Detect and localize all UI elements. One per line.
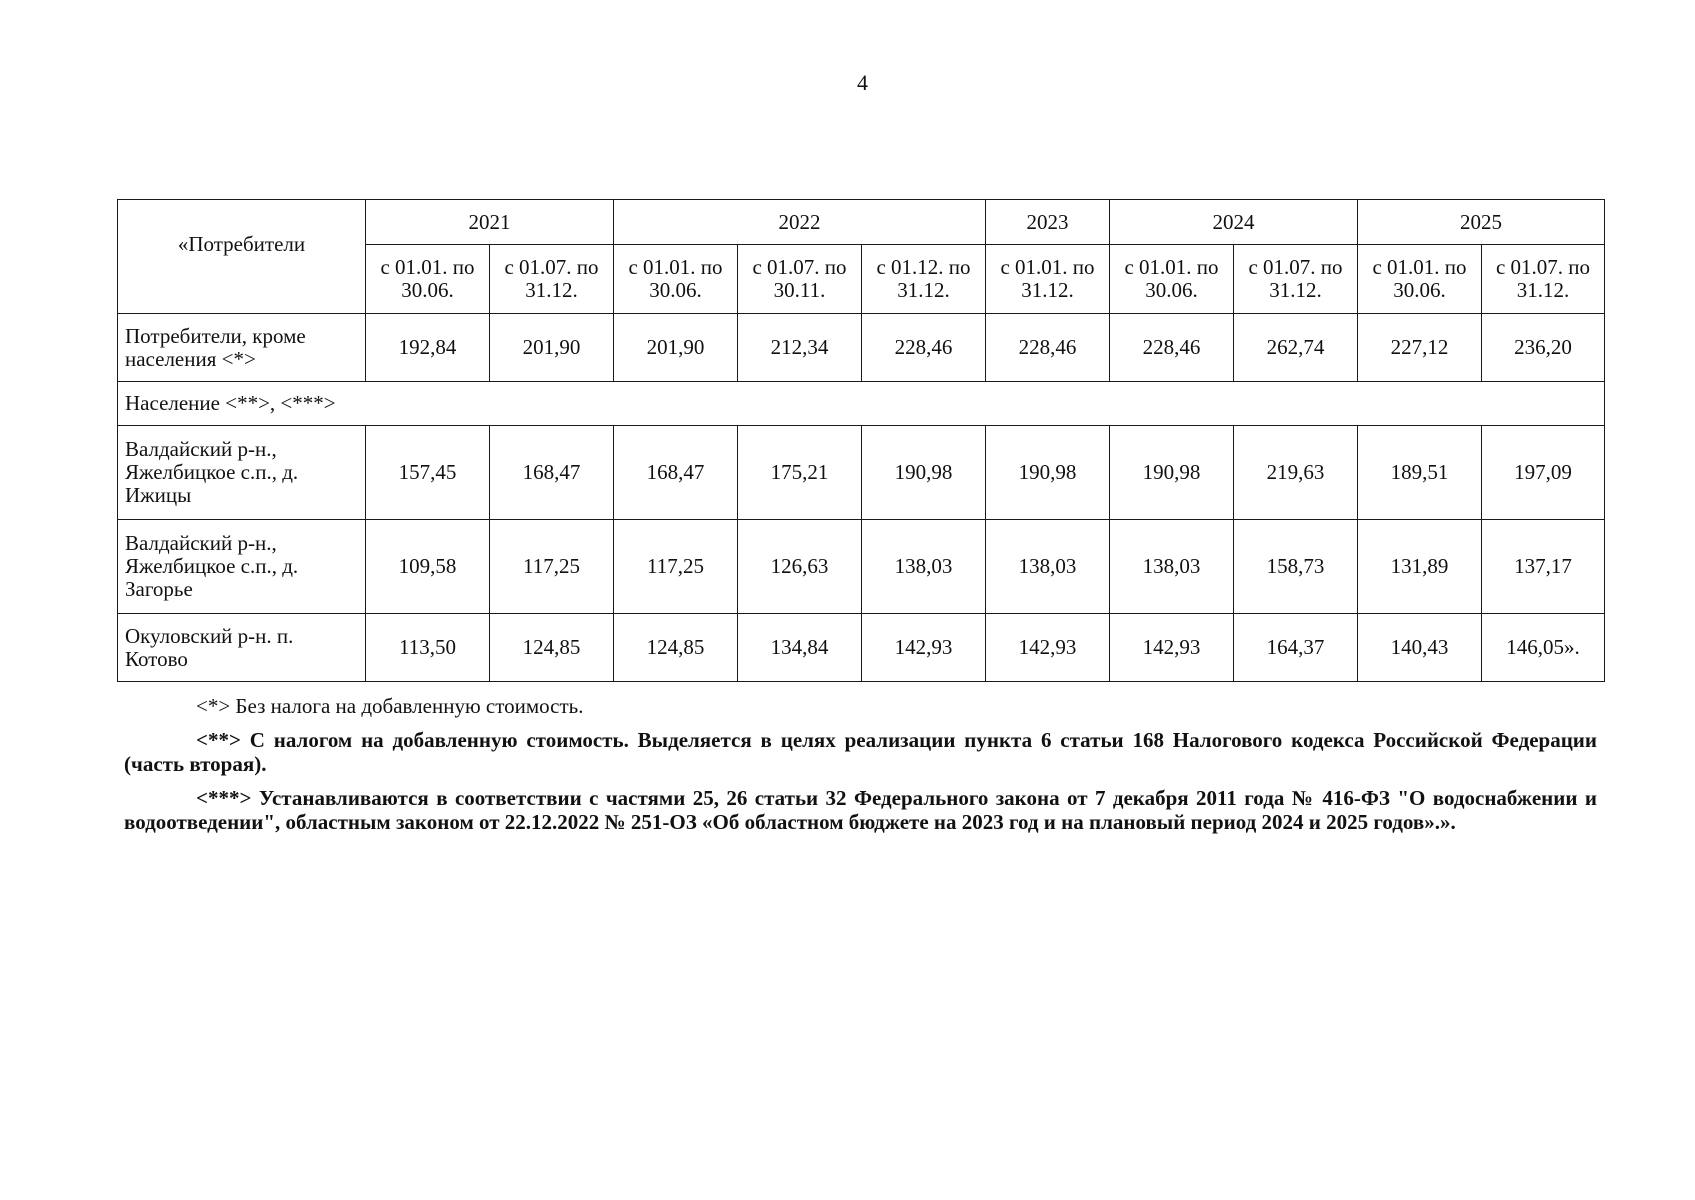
tariff-value: 134,84	[738, 614, 862, 682]
tariff-value: 142,93	[986, 614, 1110, 682]
consumer-name-line: Валдайский р-н.,	[125, 437, 277, 461]
tariff-value: 142,93	[1110, 614, 1234, 682]
period-header	[1234, 245, 1358, 314]
period-header	[614, 245, 738, 314]
period-end: 31.12.	[897, 278, 950, 302]
tariff-value: 190,98	[1110, 426, 1234, 520]
tariff-value: 124,85	[490, 614, 614, 682]
tariff-value: 131,89	[1358, 520, 1482, 614]
tariff-value: 168,47	[614, 426, 738, 520]
period-header	[366, 245, 490, 314]
period-header	[1358, 245, 1482, 314]
page-number: 4	[857, 70, 868, 95]
tariff-value: 197,09	[1482, 426, 1605, 520]
period-end: 31.12.	[1269, 278, 1322, 302]
tariff-value: 158,73	[1234, 520, 1358, 614]
consumer-name	[118, 520, 366, 614]
period-header	[1482, 245, 1605, 314]
year-header: 2023	[986, 200, 1110, 245]
period-start: с 01.01. по	[380, 255, 475, 279]
tariff-value: 189,51	[1358, 426, 1482, 520]
period-start: с 01.01. по	[628, 255, 723, 279]
consumer-name-line: Котово	[125, 646, 188, 671]
table-row	[118, 520, 1605, 614]
tariff-value: 137,17	[1482, 520, 1605, 614]
tariff-value: 262,74	[1234, 314, 1358, 382]
tariff-value: 117,25	[614, 520, 738, 614]
tariff-value: 228,46	[862, 314, 986, 382]
period-header	[738, 245, 862, 314]
group-header-row	[118, 382, 1605, 426]
tariff-value: 228,46	[986, 314, 1110, 382]
tariff-value: 190,98	[862, 426, 986, 520]
period-end: 31.12.	[525, 278, 578, 302]
year-header: 2025	[1358, 200, 1605, 245]
tariff-value: 113,50	[366, 614, 490, 682]
period-end: 30.06.	[649, 278, 702, 302]
period-start: с 01.07. по	[1495, 255, 1591, 279]
tariff-value: 192,84	[366, 314, 490, 382]
tariff-table	[117, 199, 1605, 682]
tariff-value: 212,34	[738, 314, 862, 382]
consumer-name-line: Потребители, кроме	[125, 323, 306, 348]
tariff-value: 138,03	[986, 520, 1110, 614]
footnote-with-vat: <**> С налогом на добавленную стоимость. Выделяется в целях реализации пункта 6 статьи 168 Налогового кодекса Российской Федерации (часть вторая).	[124, 728, 1597, 776]
year-header: 2024	[1110, 200, 1358, 245]
period-header	[1110, 245, 1234, 314]
footnotes	[124, 694, 1597, 844]
period-end: 31.12.	[1021, 278, 1074, 302]
tariff-value: 228,46	[1110, 314, 1234, 382]
period-end: 30.06.	[401, 278, 454, 302]
table-row	[118, 426, 1605, 520]
period-start: с 01.01. по	[1000, 255, 1095, 279]
period-start: с 01.07. по	[504, 255, 599, 279]
period-start: с 01.12. по	[876, 255, 971, 279]
tariff-value: 201,90	[614, 314, 738, 382]
period-end: 30.06.	[1145, 278, 1198, 302]
tariff-value: 219,63	[1234, 426, 1358, 520]
consumer-name-line: Яжелбицкое с.п., д.	[125, 554, 299, 578]
year-header-row	[118, 200, 1605, 245]
tariff-value: 227,12	[1358, 314, 1482, 382]
period-start: с 01.07. по	[752, 255, 847, 279]
consumer-name	[118, 614, 366, 682]
consumer-name	[118, 426, 366, 520]
table-row	[118, 314, 1605, 382]
period-end: 31.12.	[1516, 278, 1570, 302]
tariff-value: 164,37	[1234, 614, 1358, 682]
footnote-no-vat: <*> Без налога на добавленную стоимость.	[196, 694, 584, 718]
tariff-value: 138,03	[862, 520, 986, 614]
tariff-value: 142,93	[862, 614, 986, 682]
year-header: 2022	[614, 200, 986, 245]
population-group-label: Население <**>, <***>	[118, 382, 1605, 426]
tariff-value: 175,21	[738, 426, 862, 520]
tariff-value: 126,63	[738, 520, 862, 614]
period-header	[986, 245, 1110, 314]
consumer-name-line: Ижицы	[125, 483, 192, 507]
table-row	[118, 614, 1605, 682]
period-header	[490, 245, 614, 314]
period-start: с 01.01. по	[1124, 255, 1219, 279]
consumer-name	[118, 314, 366, 382]
tariff-value: 124,85	[614, 614, 738, 682]
tariff-value: 117,25	[490, 520, 614, 614]
consumer-name-line: Загорье	[125, 577, 193, 601]
footnote-legal-basis: <***> Устанавливаются в соответствии с частями 25, 26 статьи 32 Федерального закона от 7 декабря 2011 года № 416-ФЗ "О водоснабжении и водоотведении", областным законом от 22.12.2022 № 251-ОЗ «Об областном бюджете на 2023 год и на плановый период 2024 и 2025 годов».».	[124, 786, 1597, 834]
consumer-name-line: Окуловский р-н. п.	[125, 623, 294, 648]
consumer-name-line: населения <*>	[125, 346, 256, 371]
consumer-name-line: Яжелбицкое с.п., д.	[125, 460, 299, 484]
tariff-value: 168,47	[490, 426, 614, 520]
tariff-value: 157,45	[366, 426, 490, 520]
tariff-value: 146,05».	[1482, 614, 1605, 682]
period-header	[862, 245, 986, 314]
year-header: 2021	[366, 200, 614, 245]
tariff-value: 201,90	[490, 314, 614, 382]
tariff-value: 109,58	[366, 520, 490, 614]
period-end: 30.11.	[773, 278, 826, 302]
period-start: с 01.07. по	[1248, 255, 1343, 279]
tariff-value: 138,03	[1110, 520, 1234, 614]
period-end: 30.06.	[1393, 278, 1446, 302]
tariff-value: 140,43	[1358, 614, 1482, 682]
tariff-value: 236,20	[1482, 314, 1605, 382]
consumer-name-line: Валдайский р-н.,	[125, 531, 277, 555]
period-start: с 01.01. по	[1372, 255, 1467, 279]
consumers-column-header: «Потребители	[118, 200, 366, 314]
tariff-value: 190,98	[986, 426, 1110, 520]
